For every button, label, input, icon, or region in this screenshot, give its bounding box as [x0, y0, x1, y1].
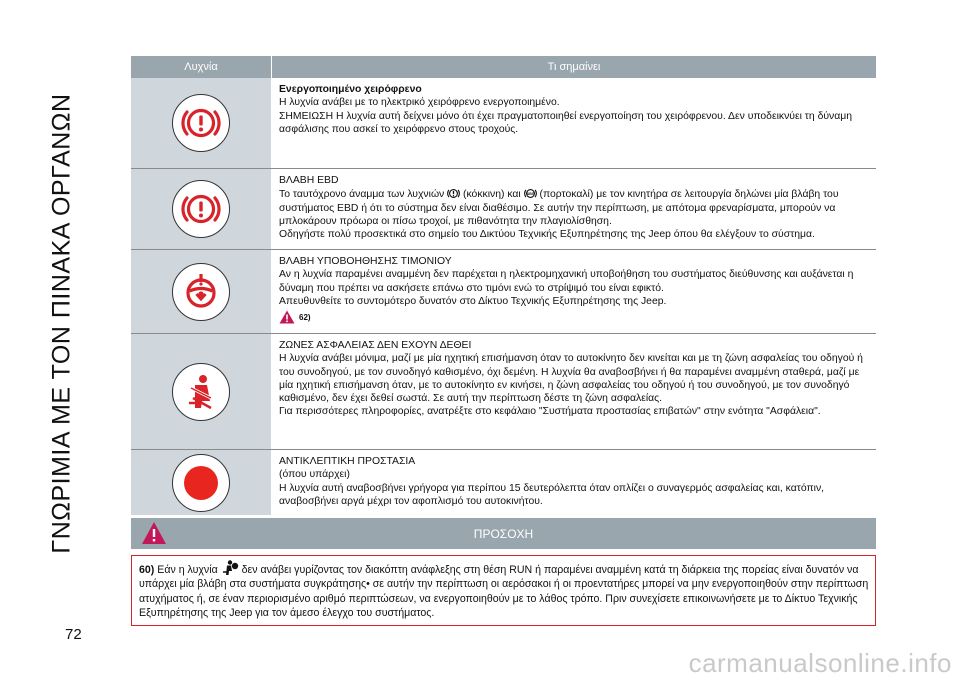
table-header	[131, 56, 876, 78]
caution-title: ΠΡΟΣΟΧΗ	[473, 526, 534, 541]
caution-reference	[279, 310, 872, 324]
row-text: Η λυχνία ανάβει με το ηλεκτρικό χειρόφρενο ενεργοποιημένο.	[279, 97, 560, 109]
warning-triangle-icon	[141, 521, 167, 545]
caution-header	[131, 518, 876, 549]
watermark: carmanualsonline.info	[688, 648, 952, 678]
meaning-cell	[271, 78, 876, 168]
row-text: Οδηγήστε πολύ προσεκτικά στο σημείο του Δικτύου Τεχνικής Εξυπηρέτησης της Jeep όπου θα ελέγξουν το σύστημα.	[279, 229, 815, 241]
header-meaning: Τι σημαίνει	[271, 56, 876, 78]
table-row	[131, 78, 876, 169]
row-text: (όπου υπάρχει)	[279, 469, 350, 481]
table-row	[131, 334, 876, 450]
anti-theft-led-icon	[172, 454, 230, 512]
row-title: ΒΛΑΒΗ ΥΠΟΒΟΗΘΗΣΗΣ ΤΙΜΟΝΙΟΥ	[279, 256, 452, 267]
row-text: Απευθυνθείτε το συντομότερο δυνατόν στο Δίκτυο Τεχνικής Εξυπηρέτησης της Jeep.	[279, 295, 667, 307]
lamp-cell	[131, 334, 271, 449]
row-title: ΖΩΝΕΣ ΑΣΦΑΛΕΙΑΣ ΔΕΝ ΕΧΟΥΝ ΔΕΘΕΙ	[279, 340, 472, 351]
section-title	[30, 56, 94, 590]
lamp-cell	[131, 250, 271, 333]
caution-box	[131, 518, 876, 626]
table-row	[131, 450, 876, 515]
row-title: ΒΛΑΒΗ EBD	[279, 175, 339, 186]
table-row	[131, 250, 876, 334]
warning-triangle-icon	[279, 310, 295, 324]
warning-lights-table	[131, 56, 876, 515]
svg-text:ABS: ABS	[526, 192, 534, 197]
row-text: ΣΗΜΕΙΩΣΗ Η λυχνία αυτή δείχνει μόνο ότι έχει πραγματοποιηθεί ενεργοποίηση του χειρόφρενου. Δεν υποδεικνύει τη δύναμη ασφάλισης που ασκεί το χειρόφρενο στους τροχούς.	[279, 110, 853, 135]
row-text: Αν η λυχνία παραμένει αναμμένη δεν παρέχεται η ηλεκτρομηχανική υποβοήθηση του συστήματος διεύθυνσης και αυξάνεται η δύναμη που πρέπει να ασκήσετε επάνω στο τιμόνι ενώ το στρίψιμό του είναι εφικτό.	[279, 269, 854, 294]
brake-warning-icon	[172, 180, 230, 238]
lamp-cell	[131, 450, 271, 515]
parking-brake-icon	[172, 94, 230, 152]
meaning-cell	[271, 250, 876, 333]
abs-icon	[524, 187, 537, 200]
section-title-text: ΓΝΩΡΙΜΙΑ ΜΕ ΤΟΝ ΠΙΝΑΚΑ ΟΡΓΑΝΩΝ	[47, 92, 76, 554]
airbag-icon	[221, 560, 239, 576]
row-text: Για περισσότερες πληροφορίες, ανατρέξτε στο κεφάλαιο "Συστήματα προστασίας επιβατών" στην ενότητα "Ασφάλεια".	[279, 406, 821, 418]
seatbelt-icon	[172, 363, 230, 421]
lamp-cell	[131, 169, 271, 249]
power-steering-icon	[172, 263, 230, 321]
row-title: ΑΝΤΙΚΛΕΠΤΙΚΗ ΠΡΟΣΤΑΣΙΑ	[279, 456, 416, 467]
brake-warning-icon	[447, 187, 460, 200]
meaning-cell	[271, 450, 876, 515]
meaning-cell	[271, 169, 876, 249]
caution-number: 60)	[139, 564, 155, 576]
row-text: Η λυχνία ανάβει μόνιμα, μαζί με μία ηχητική επισήμανση όταν το αυτοκίνητο δεν κινείται και με τη ζώνη ασφαλείας του οδηγού ή του συνοδηγού, με τον συνοδηγό καθισμένο, όχι δεμένη. Η λυχνία θα αναβοσβήνει ή θα παραμένει αναμμένη σταθερά, μαζί με μία ηχητική επισήμανση όταν, με το αυτοκίνητο εν κινήσει, η ζώνη ασφαλείας του οδηγού ή του συνοδηγού, με τον συνοδηγό καθισμένο, δεν έχει δεθεί σωστά. Σε αυτή την περίπτωση δέστε τη ζώνη ασφαλείας.	[279, 353, 863, 405]
reference-number: 62)	[299, 312, 311, 322]
caution-text: 60) Εάν η λυχνία δεν ανάβει γυρίζοντας τον διακόπτη ανάφλεξης στη θέση RUN ή παραμένει αναμμένη κατά τη διάρκεια της πορείας είναι δυνατόν να υπάρχει μία βλάβη στα συστήματα συγκράτησης• σε αυτήν την περίπτωση οι αερόσακοι ή οι προεντατήρες μπορεί να μην ενεργοποιηθούν στην περίπτωση ατυχήματος ή, σε έναν περιορισμένο αριθμό περιπτώσεων, να ενεργοποιηθούν με το λάθος τρόπο. Πριν συνεχίσετε επικοινωνήσετε με το Δίκτυο Τεχνικής Εξυπηρέτησης της Jeep για τον άμεσο έλεγχο του συστήματος.	[131, 555, 876, 626]
header-lamp: Λυχνία	[184, 61, 218, 73]
page-number: 72	[65, 626, 82, 643]
row-title: Ενεργοποιημένο χειρόφρενο	[279, 84, 422, 95]
row-text: Το ταυτόχρονο άναμμα των λυχνιών (κόκκινη) και ABS (πορτοκαλί) με τον κινητήρα σε λειτουργία δηλώνει μία βλάβη του συστήματος EBD ή ότι το σύστημα δεν είναι διαθέσιμο. Σε αυτήν την περίπτωση, με απότομα φρεναρίσματα, μπορούν να μπλοκάρουν πρόωρα οι πίσω τροχοί, με πιθανότητα την πλαγιολίσθηση.	[279, 189, 839, 227]
meaning-cell	[271, 334, 876, 449]
table-row	[131, 169, 876, 250]
row-text: Η λυχνία αυτή αναβοσβήνει γρήγορα για περίπου 15 δευτερόλεπτα όταν οπλίζει ο συναγερμός ασφαλείας και, κατόπιν, αναβοσβήνει αργά μέχρι τον αφοπλισμό του αυτοκινήτου.	[279, 482, 825, 507]
lamp-cell	[131, 78, 271, 168]
